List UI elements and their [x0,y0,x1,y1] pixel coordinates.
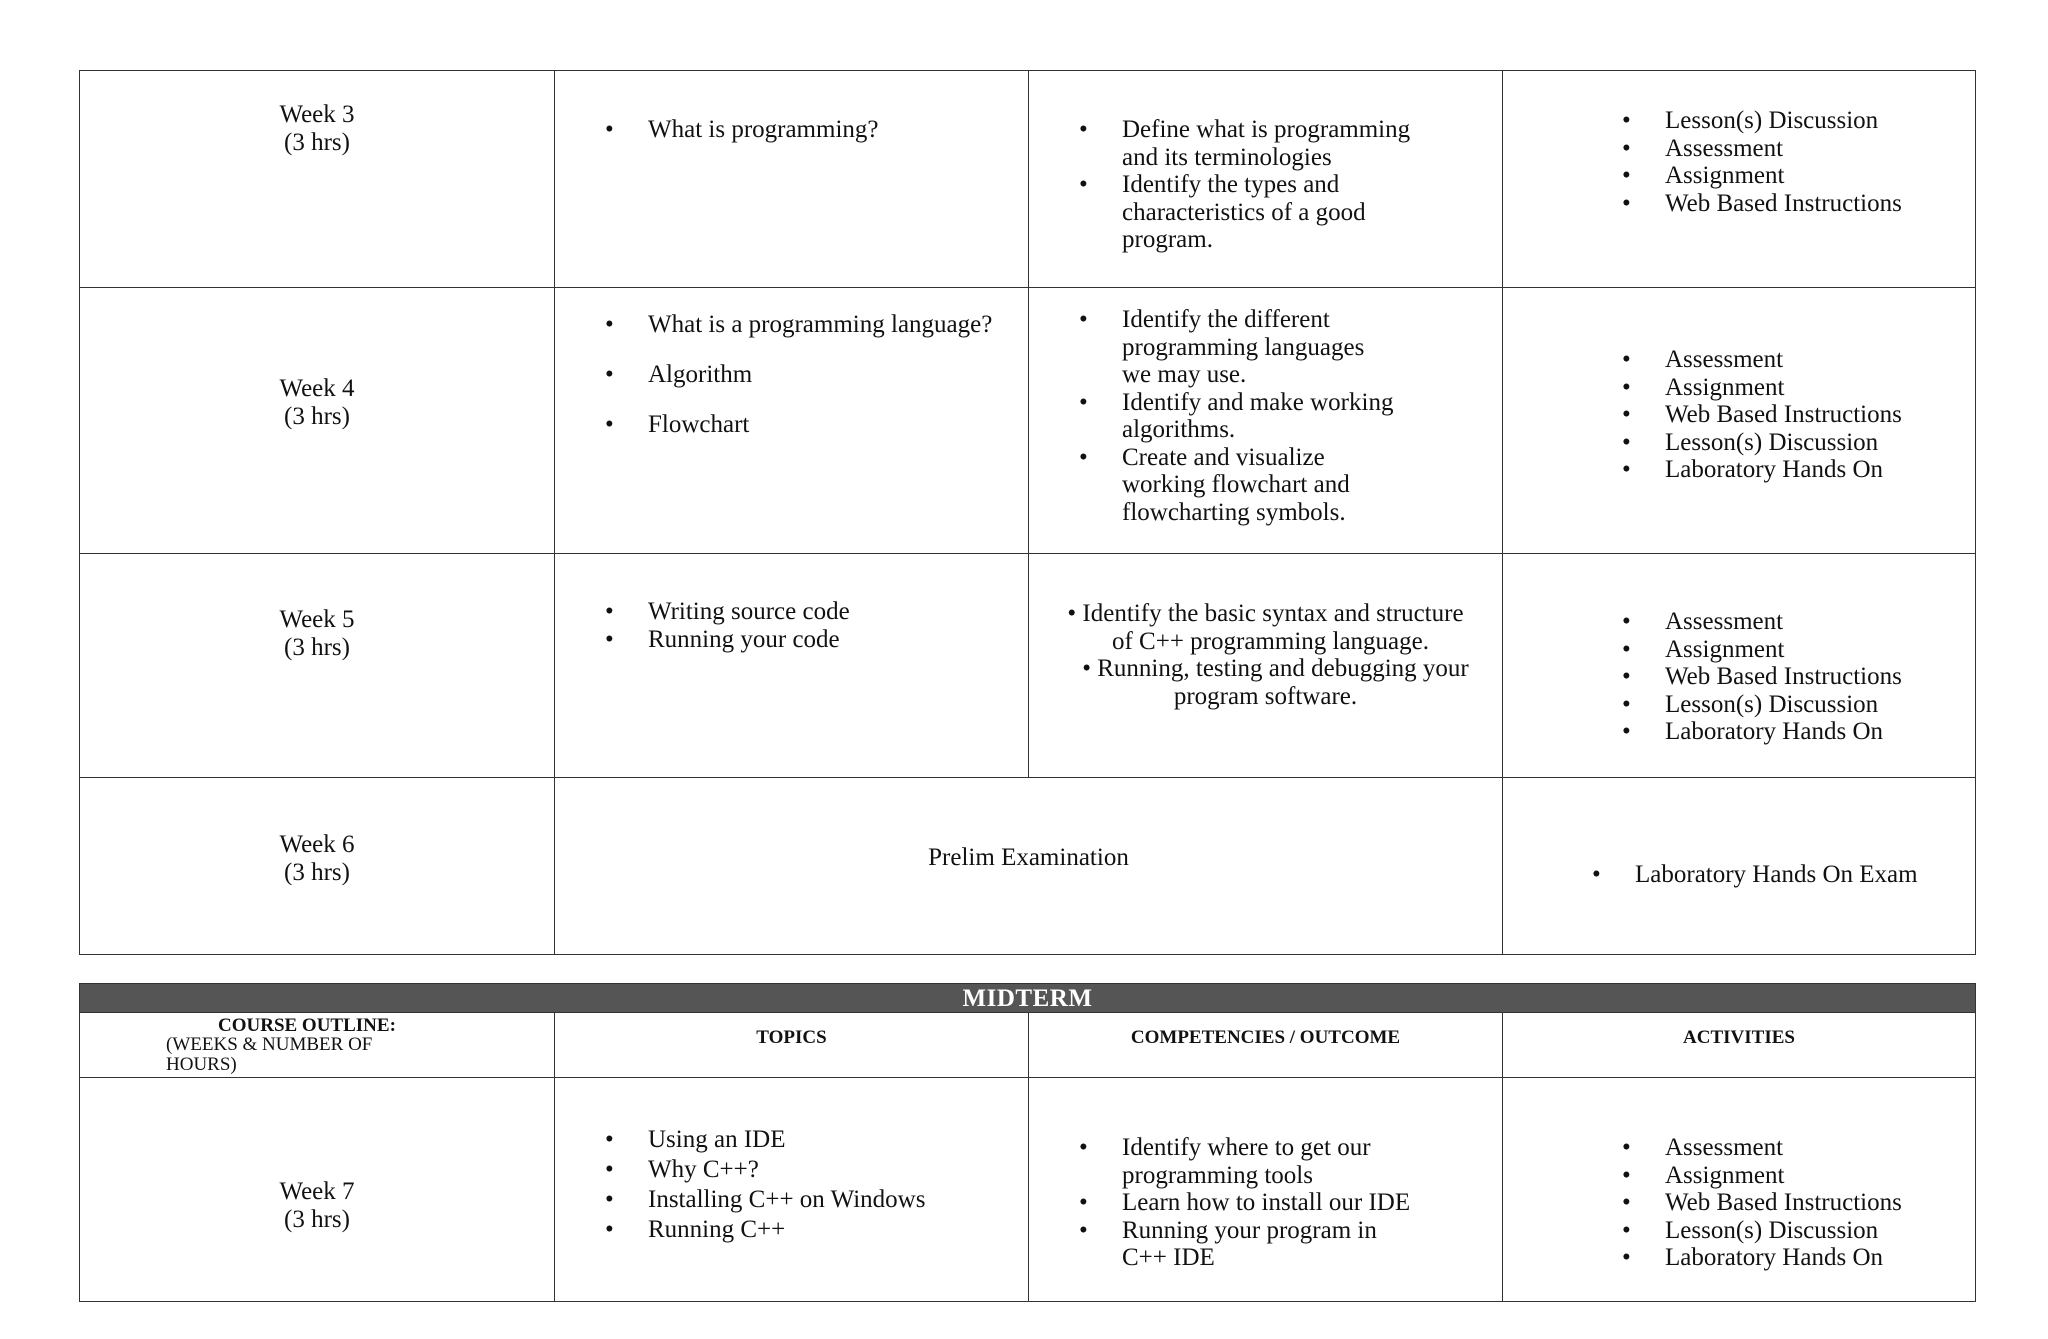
activities-cell [1502,554,1975,778]
competencies-cell [1028,288,1502,554]
activities-list [1589,861,1969,889]
list-item: • Web Based Instructions [1619,401,1959,429]
list-item: • Web Based Instructions [1619,1189,1959,1217]
list-item: • Why C++? [602,1155,1012,1185]
list-item: • Define what is programming and its terminologies [1076,116,1421,171]
list-item: • Laboratory Hands On [1619,718,1959,746]
list-item: • What is programming? [602,116,1012,144]
list-item: • Laboratory Hands On [1619,456,1959,484]
activities-list [1619,346,1959,484]
competencies-list [1076,1134,1416,1272]
list-item: • Identify where to get our programming tools [1076,1134,1416,1189]
week-cell [80,554,554,778]
midterm-banner: MIDTERM [80,984,1975,1012]
list-item: • Lesson(s) Discussion [1619,691,1959,719]
topics-cell [554,71,1028,288]
week-cell [80,71,554,288]
schedule-table-midterm [79,983,1976,1302]
topics-list [602,598,1012,653]
list-item: • Running your code [602,626,1012,654]
header-topics [554,1013,1028,1078]
table-header-row [80,1012,1975,1078]
header-course-outline-sub2: HOURS) [166,1054,237,1075]
header-course-outline-title: COURSE OUTLINE: [218,1015,396,1036]
week-label: Week 6 [279,831,355,858]
table-row [80,287,1975,554]
week-label: Week 4 [279,375,355,402]
list-item: • Lesson(s) Discussion [1619,1217,1959,1245]
activities-list [1619,608,1959,746]
table-row [80,553,1975,778]
list-item: • Assessment [1619,608,1959,636]
table-row [80,1077,1975,1301]
activities-cell [1502,288,1975,554]
competencies-cell [1028,71,1502,288]
list-item: • Create and visualize working flowchart and flowcharting symbols. [1076,444,1396,527]
list-item: • Algorithm [602,361,1022,389]
competency-line: • Running, testing and debugging your [1082,655,1469,682]
topics-cell [554,554,1028,778]
header-competencies-label: COMPETENCIES / OUTCOME [1130,1027,1401,1048]
list-item: • Identify the different programming languages we may use. [1076,306,1396,389]
list-item: • Assignment [1619,374,1959,402]
week-cell [80,288,554,554]
week-cell [80,778,554,954]
week-hours: (3 hrs) [284,859,350,886]
header-competencies [1028,1013,1502,1078]
competencies-cell [1028,554,1502,778]
list-item: • Using an IDE [602,1125,1012,1155]
week-hours: (3 hrs) [284,403,350,430]
competencies-cell [1028,1078,1502,1301]
topics-list [602,311,1022,439]
activities-cell [1502,778,1975,954]
list-item: • Lesson(s) Discussion [1619,107,1959,135]
list-item: • Assignment [1619,636,1959,664]
header-course-outline-sub1: (WEEKS & NUMBER OF [166,1034,373,1055]
topics-cell [554,288,1028,554]
table-row [80,777,1975,954]
list-item: • Assessment [1619,346,1959,374]
list-item: • Learn how to install our IDE [1076,1189,1416,1217]
list-item: • Web Based Instructions [1619,190,1959,218]
list-item: • Assignment [1619,1162,1959,1190]
activities-list [1619,1134,1959,1272]
list-item: • What is a programming language? [602,311,1022,339]
activities-list [1619,107,1959,217]
week-label: Week 3 [279,101,355,128]
week-cell [80,1078,554,1301]
list-item: • Installing C++ on Windows [602,1185,1012,1215]
competencies-list [1076,116,1421,254]
exam-label: Prelim Examination [928,844,1129,871]
list-item: • Assessment [1619,1134,1959,1162]
header-activities [1502,1013,1975,1078]
list-item: • Laboratory Hands On Exam [1589,861,1969,889]
list-item: • Writing source code [602,598,1012,626]
topics-list [602,116,1012,144]
competency-line: program software. [1173,682,1358,710]
week-hours: (3 hrs) [284,1206,350,1233]
header-activities-label: ACTIVITIES [1683,1027,1795,1048]
header-topics-label: TOPICS [756,1027,827,1048]
table-row [80,71,1975,288]
list-item: • Running your program in C++ IDE [1076,1217,1416,1272]
week-hours: (3 hrs) [284,634,350,661]
competencies-text [1029,600,1502,710]
competencies-list [1076,306,1396,526]
competency-line: • Identify the basic syntax and structure [1067,600,1464,627]
exam-cell [554,778,1502,954]
topics-list [602,1125,1012,1245]
list-item: • Assessment [1619,135,1959,163]
list-item: • Flowchart [602,411,1022,439]
competency-line: of C++ programming language. [1111,627,1430,655]
topics-cell [554,1078,1028,1301]
week-label: Week 7 [279,1178,355,1205]
list-item: • Identify the types and characteristics of a good program. [1076,171,1421,254]
list-item: • Laboratory Hands On [1619,1244,1959,1272]
list-item: • Web Based Instructions [1619,663,1959,691]
list-item: • Running C++ [602,1215,1012,1245]
activities-cell [1502,71,1975,288]
week-label: Week 5 [279,606,355,633]
list-item: • Identify and make working algorithms. [1076,389,1396,444]
schedule-table-prelim [79,70,1976,955]
list-item: • Lesson(s) Discussion [1619,429,1959,457]
week-hours: (3 hrs) [284,129,350,156]
activities-cell [1502,1078,1975,1301]
list-item: • Assignment [1619,162,1959,190]
header-course-outline [80,1013,554,1078]
